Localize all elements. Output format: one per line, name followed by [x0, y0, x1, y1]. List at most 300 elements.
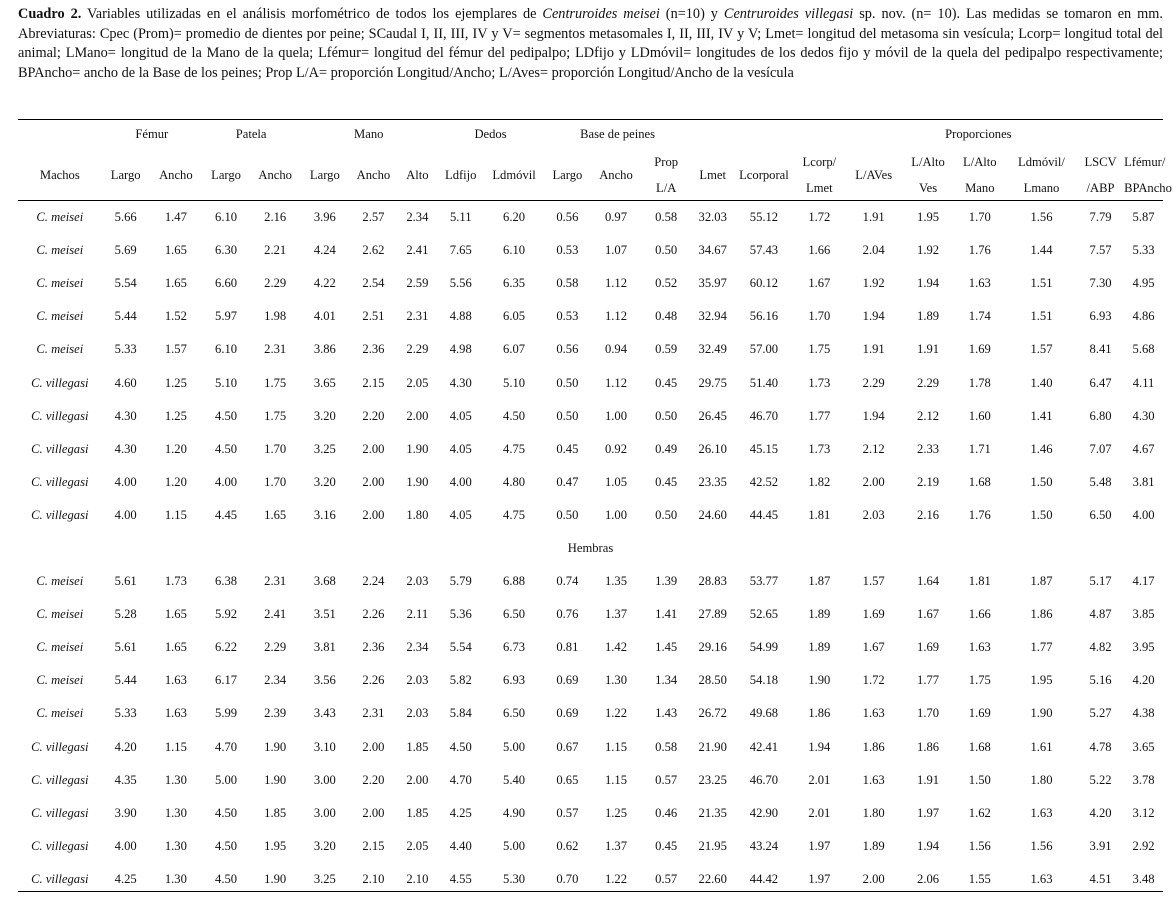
value-cell: 0.45 — [655, 375, 678, 390]
value-cell: 1.73 — [808, 375, 831, 390]
section-header-row — [18, 532, 1163, 565]
value-cell: 1.90 — [808, 673, 831, 688]
value-cell: 3.20 — [313, 408, 336, 423]
value-cell: 0.46 — [655, 805, 678, 820]
table-row — [18, 764, 1163, 797]
value-cell: 1.56 — [968, 838, 991, 853]
column-header — [734, 149, 794, 201]
value-cell: 4.00 — [114, 507, 137, 522]
value-cell: 1.70 — [968, 210, 991, 225]
value-cell: 1.75 — [968, 673, 991, 688]
value-cell: 3.96 — [313, 210, 336, 225]
value-cell: 1.57 — [164, 342, 187, 357]
column-header — [845, 149, 903, 201]
value-cell: 5.10 — [503, 375, 526, 390]
value-cell: 1.80 — [406, 507, 429, 522]
value-cell: 2.51 — [362, 309, 385, 324]
table-row — [18, 201, 1163, 234]
value-cell: 1.57 — [862, 574, 885, 589]
value-cell: 5.10 — [215, 375, 238, 390]
value-cell: 3.81 — [1132, 474, 1155, 489]
value-cell: 1.12 — [604, 309, 628, 324]
value-cell: 1.30 — [164, 805, 187, 820]
value-cell: 6.80 — [1089, 408, 1112, 423]
value-cell: 24.60 — [698, 507, 727, 522]
value-cell: 2.31 — [264, 574, 287, 589]
value-cell: 1.46 — [1030, 441, 1053, 456]
column-header-line: Lcorp/ — [802, 155, 837, 169]
value-cell: 1.70 — [917, 706, 940, 721]
value-cell: 4.50 — [215, 838, 238, 853]
value-cell: 5.54 — [449, 640, 472, 655]
value-cell: 1.76 — [968, 243, 991, 258]
value-cell: 3.10 — [313, 739, 336, 754]
caption-text-1: Variables utilizadas en el análisis morfométrico de todos los ejemplares de — [81, 6, 543, 22]
value-cell: 2.33 — [917, 441, 940, 456]
caption-label: Cuadro 2. — [18, 6, 82, 22]
value-cell: 1.65 — [164, 607, 187, 622]
column-header — [398, 149, 438, 201]
value-cell: 1.90 — [406, 441, 429, 456]
value-cell: 1.15 — [164, 507, 187, 522]
species-cell: C. villegasi — [31, 408, 89, 423]
value-cell: 1.63 — [968, 640, 991, 655]
table-row — [18, 300, 1163, 333]
value-cell: 2.62 — [362, 243, 385, 258]
value-cell: 2.05 — [406, 838, 429, 853]
value-cell: 32.49 — [698, 342, 727, 357]
value-cell: 54.18 — [749, 673, 779, 688]
value-cell: 2.26 — [362, 607, 385, 622]
value-cell: 1.56 — [1030, 838, 1053, 853]
value-cell: 1.90 — [264, 739, 287, 754]
value-cell: 4.20 — [1132, 673, 1155, 688]
value-cell: 4.38 — [1132, 706, 1155, 721]
value-cell: 4.20 — [1089, 805, 1112, 820]
value-cell: 1.91 — [862, 210, 885, 225]
value-cell: 0.56 — [556, 210, 579, 225]
value-cell: 5.00 — [503, 838, 526, 853]
value-cell: 4.45 — [215, 507, 238, 522]
value-cell: 4.55 — [449, 871, 472, 886]
value-cell: 1.37 — [604, 607, 628, 622]
value-cell: 4.20 — [114, 739, 137, 754]
value-cell: 3.90 — [114, 805, 137, 820]
value-cell: 2.11 — [406, 607, 429, 622]
value-cell: 1.66 — [968, 607, 991, 622]
value-cell: 3.20 — [313, 838, 336, 853]
group-header-row — [18, 119, 1163, 149]
value-cell: 2.92 — [1132, 838, 1155, 853]
value-cell: 1.42 — [604, 640, 628, 655]
value-cell: 1.80 — [862, 805, 885, 820]
value-cell: 1.72 — [862, 673, 885, 688]
value-cell: 55.12 — [749, 210, 779, 225]
value-cell: 4.78 — [1089, 739, 1112, 754]
column-header — [591, 149, 641, 201]
table-row — [18, 863, 1163, 896]
value-cell: 1.94 — [862, 408, 885, 423]
value-cell: 2.00 — [362, 805, 385, 820]
value-cell: 0.58 — [655, 210, 678, 225]
value-cell: 2.57 — [362, 210, 385, 225]
value-cell: 2.00 — [362, 739, 385, 754]
value-cell: 1.77 — [808, 408, 831, 423]
value-cell: 57.43 — [749, 243, 779, 258]
value-cell: 6.93 — [1089, 309, 1112, 324]
value-cell: 0.57 — [655, 772, 678, 787]
value-cell: 5.17 — [1089, 574, 1112, 589]
value-cell: 0.62 — [556, 838, 579, 853]
value-cell: 0.67 — [556, 739, 579, 754]
value-cell: 4.67 — [1132, 441, 1155, 456]
caption-species-1: Centruroides meisei — [542, 6, 660, 22]
value-cell: 4.80 — [503, 474, 526, 489]
value-cell: 1.63 — [968, 276, 991, 291]
value-cell: 5.61 — [114, 640, 137, 655]
caption-species-2: Centruroides villegasi — [723, 6, 854, 22]
value-cell: 4.05 — [449, 507, 472, 522]
value-cell: 4.70 — [215, 739, 238, 754]
value-cell: 1.37 — [604, 838, 628, 853]
table-row — [18, 366, 1163, 399]
value-cell: 4.60 — [114, 375, 137, 390]
value-cell: 1.65 — [164, 276, 187, 291]
value-cell: 2.10 — [362, 871, 385, 886]
value-cell: 2.04 — [862, 243, 885, 258]
value-cell: 6.73 — [503, 640, 526, 655]
value-cell: 6.10 — [503, 243, 526, 258]
value-cell: 2.03 — [406, 673, 429, 688]
value-cell: 0.47 — [556, 474, 579, 489]
value-cell: 0.50 — [655, 243, 678, 258]
value-cell: 4.95 — [1132, 276, 1155, 291]
table-row — [18, 400, 1163, 433]
value-cell: 51.40 — [749, 375, 779, 390]
value-cell: 1.69 — [968, 342, 991, 357]
value-cell: 2.34 — [406, 640, 429, 655]
value-cell: 1.70 — [808, 309, 831, 324]
value-cell: 0.50 — [556, 375, 579, 390]
value-cell: 1.57 — [1030, 342, 1053, 357]
value-cell: 0.45 — [655, 838, 678, 853]
column-header — [150, 149, 202, 201]
value-cell: 1.97 — [808, 838, 831, 853]
column-header-line: Largo — [309, 168, 340, 182]
value-cell: 5.33 — [1132, 243, 1155, 258]
group-mano: Mano — [354, 126, 384, 141]
species-cell: C. villegasi — [31, 805, 89, 820]
value-cell: 1.85 — [406, 805, 429, 820]
value-cell: 5.61 — [114, 574, 137, 589]
value-cell: 1.15 — [164, 739, 187, 754]
value-cell: 4.86 — [1132, 309, 1155, 324]
value-cell: 3.65 — [1132, 739, 1155, 754]
value-cell: 2.36 — [362, 640, 385, 655]
value-cell: 1.20 — [164, 441, 187, 456]
column-header-line: LSCV — [1084, 155, 1117, 169]
value-cell: 1.25 — [164, 408, 187, 423]
value-cell: 2.10 — [406, 871, 429, 886]
value-cell: 34.67 — [698, 243, 727, 258]
value-cell: 2.29 — [917, 375, 940, 390]
value-cell: 7.65 — [449, 243, 472, 258]
value-cell: 1.72 — [808, 210, 831, 225]
table-row — [18, 797, 1163, 830]
table-row — [18, 333, 1163, 366]
value-cell: 1.30 — [164, 871, 187, 886]
value-cell: 4.75 — [503, 507, 526, 522]
value-cell: 1.73 — [164, 574, 187, 589]
value-cell: 2.05 — [406, 375, 429, 390]
value-cell: 2.41 — [406, 243, 429, 258]
table-row — [18, 433, 1163, 466]
value-cell: 1.70 — [264, 474, 287, 489]
column-header-line: Largo — [552, 168, 583, 182]
value-cell: 1.80 — [1030, 772, 1053, 787]
value-cell: 57.00 — [749, 342, 779, 357]
value-cell: 1.67 — [808, 276, 831, 291]
column-header — [641, 149, 691, 201]
value-cell: 6.17 — [215, 673, 238, 688]
value-cell: 26.72 — [698, 706, 727, 721]
column-header — [349, 149, 397, 201]
column-header — [484, 149, 544, 201]
value-cell: 2.39 — [264, 706, 287, 721]
column-header — [544, 149, 591, 201]
column-header-line: /ABP — [1086, 181, 1115, 195]
column-header-line: Largo — [110, 168, 141, 182]
value-cell: 1.92 — [862, 276, 885, 291]
value-cell: 6.50 — [503, 607, 526, 622]
species-cell: C. villegasi — [31, 838, 89, 853]
value-cell: 1.30 — [164, 772, 187, 787]
value-cell: 6.20 — [503, 210, 526, 225]
value-cell: 42.52 — [749, 474, 779, 489]
table-row — [18, 565, 1163, 598]
column-header — [250, 149, 300, 201]
value-cell: 1.73 — [808, 441, 831, 456]
value-cell: 42.90 — [749, 805, 779, 820]
value-cell: 0.70 — [556, 871, 579, 886]
value-cell: 4.30 — [1132, 408, 1155, 423]
value-cell: 21.95 — [698, 838, 727, 853]
value-cell: 3.85 — [1132, 607, 1155, 622]
value-cell: 0.45 — [655, 474, 678, 489]
column-header — [202, 149, 250, 201]
value-cell: 2.59 — [406, 276, 429, 291]
column-header — [1006, 149, 1077, 201]
value-cell: 1.00 — [604, 507, 628, 522]
value-cell: 3.51 — [313, 607, 336, 622]
value-cell: 2.29 — [406, 342, 429, 357]
value-cell: 5.44 — [114, 309, 137, 324]
value-cell: 1.12 — [604, 375, 628, 390]
column-header-line: Ldmóvil — [492, 168, 536, 182]
column-header-line: L/A — [656, 181, 677, 195]
value-cell: 4.35 — [114, 772, 137, 787]
value-cell: 3.12 — [1132, 805, 1155, 820]
group-dedos: Dedos — [474, 126, 507, 141]
value-cell: 1.63 — [862, 772, 885, 787]
value-cell: 45.15 — [749, 441, 779, 456]
value-cell: 7.79 — [1089, 210, 1112, 225]
value-cell: 1.85 — [264, 805, 287, 820]
table-caption — [18, 5, 1163, 83]
value-cell: 1.95 — [1030, 673, 1053, 688]
value-cell: 1.77 — [917, 673, 940, 688]
value-cell: 1.60 — [968, 408, 991, 423]
table-row — [18, 631, 1163, 664]
value-cell: 0.56 — [556, 342, 579, 357]
value-cell: 6.35 — [503, 276, 526, 291]
value-cell: 3.43 — [313, 706, 336, 721]
value-cell: 1.89 — [808, 607, 831, 622]
value-cell: 1.86 — [917, 739, 940, 754]
column-header-line: Ancho — [599, 168, 633, 182]
value-cell: 2.00 — [862, 871, 885, 886]
value-cell: 5.48 — [1089, 474, 1112, 489]
value-cell: 0.92 — [604, 441, 628, 456]
value-cell: 1.30 — [604, 673, 628, 688]
value-cell: 1.05 — [604, 474, 628, 489]
value-cell: 2.03 — [406, 706, 429, 721]
value-cell: 1.94 — [917, 276, 940, 291]
column-header — [300, 149, 349, 201]
value-cell: 0.45 — [556, 441, 579, 456]
value-cell: 4.75 — [503, 441, 526, 456]
column-header-line: Lfémur/ — [1124, 155, 1166, 169]
value-cell: 1.39 — [655, 574, 678, 589]
morphometric-table — [18, 119, 1172, 896]
value-cell: 5.30 — [503, 871, 526, 886]
column-header-line: Ldmóvil/ — [1018, 155, 1065, 169]
value-cell: 5.36 — [449, 607, 472, 622]
value-cell: 1.94 — [808, 739, 831, 754]
value-cell: 1.55 — [968, 871, 991, 886]
value-cell: 1.66 — [808, 243, 831, 258]
caption-text-3: sp. nov. (n= 10). Las medidas se tomaron en mm. Abreviaturas: Cpec (Prom)= promedio de dientes por peine; SCaudal I, II, III, IV y V= segmentos metasomales I, II, III, IV y V; Lmet= longitud del metasoma sin vesícula; Lcorp= longitud total del animal; LMano= longitud de la Mano de la quela; Lfémur= longitud del fémur del pedipalpo; LDfijo y LDmóvil= longitudes de los dedos fijo y móvil de la quela del pedipalpo respectivamente; BPAncho= ancho de la Base de los peines; Prop L/A= proporción Longitud/Ancho; L/Aves= proporción Longitud/Ancho de la vesícula — [18, 6, 1163, 81]
value-cell: 46.70 — [749, 408, 779, 423]
column-header-line: L/AVes — [855, 168, 893, 182]
value-cell: 2.19 — [917, 474, 940, 489]
value-cell: 6.93 — [503, 673, 526, 688]
value-cell: 1.67 — [917, 607, 940, 622]
value-cell: 54.99 — [749, 640, 779, 655]
value-cell: 1.62 — [968, 805, 991, 820]
value-cell: 3.00 — [313, 805, 336, 820]
species-cell: C. meisei — [36, 309, 84, 324]
value-cell: 1.40 — [1030, 375, 1053, 390]
value-cell: 1.97 — [808, 871, 831, 886]
value-cell: 1.87 — [808, 574, 831, 589]
column-header — [794, 149, 845, 201]
value-cell: 1.81 — [968, 574, 991, 589]
value-cell: 2.00 — [406, 772, 429, 787]
value-cell: 6.50 — [1089, 507, 1112, 522]
value-cell: 5.00 — [215, 772, 238, 787]
value-cell: 0.52 — [655, 276, 678, 291]
value-cell: 1.76 — [968, 507, 991, 522]
value-cell: 35.97 — [698, 276, 727, 291]
value-cell: 0.57 — [556, 805, 579, 820]
value-cell: 8.41 — [1089, 342, 1112, 357]
value-cell: 4.30 — [114, 441, 137, 456]
column-header — [437, 149, 484, 201]
species-cell: C. meisei — [36, 210, 84, 225]
value-cell: 2.29 — [264, 640, 287, 655]
value-cell: 6.88 — [503, 574, 526, 589]
value-cell: 5.44 — [114, 673, 137, 688]
value-cell: 0.50 — [655, 507, 678, 522]
value-cell: 1.68 — [968, 739, 991, 754]
column-header-line: Largo — [211, 168, 241, 182]
value-cell: 0.65 — [556, 772, 579, 787]
value-cell: 3.86 — [313, 342, 336, 357]
value-cell: 1.22 — [604, 706, 628, 721]
machos-label: Machos — [39, 168, 80, 182]
value-cell: 5.54 — [114, 276, 137, 291]
column-header — [691, 149, 734, 201]
column-header-line: L/Alto — [963, 155, 997, 169]
value-cell: 29.16 — [698, 640, 727, 655]
value-cell: 0.53 — [556, 243, 579, 258]
value-cell: 1.44 — [1030, 243, 1053, 258]
species-cell: C. meisei — [36, 342, 84, 357]
value-cell: 1.85 — [406, 739, 429, 754]
value-cell: 1.91 — [917, 772, 940, 787]
value-cell: 2.01 — [808, 772, 831, 787]
column-header-row — [18, 149, 1163, 201]
value-cell: 1.82 — [808, 474, 831, 489]
value-cell: 4.30 — [114, 408, 137, 423]
value-cell: 1.89 — [862, 838, 885, 853]
value-cell: 32.94 — [698, 309, 727, 324]
value-cell: 46.70 — [749, 772, 779, 787]
value-cell: 0.50 — [556, 408, 579, 423]
value-cell: 6.30 — [215, 243, 238, 258]
value-cell: 0.49 — [655, 441, 678, 456]
column-header-line: Ancho — [258, 168, 292, 182]
value-cell: 1.92 — [917, 243, 940, 258]
value-cell: 4.50 — [215, 805, 238, 820]
value-cell: 52.65 — [749, 607, 779, 622]
value-cell: 6.47 — [1089, 375, 1112, 390]
value-cell: 5.28 — [114, 607, 137, 622]
table-row — [18, 830, 1163, 863]
species-cell: C. meisei — [36, 276, 84, 291]
value-cell: 5.69 — [114, 243, 137, 258]
value-cell: 4.50 — [215, 408, 238, 423]
value-cell: 5.11 — [449, 210, 472, 225]
value-cell: 5.40 — [503, 772, 526, 787]
value-cell: 4.90 — [503, 805, 526, 820]
species-cell: C. villegasi — [31, 871, 89, 886]
value-cell: 1.67 — [862, 640, 885, 655]
value-cell: 2.54 — [362, 276, 385, 291]
value-cell: 2.00 — [862, 474, 885, 489]
value-cell: 4.87 — [1089, 607, 1112, 622]
value-cell: 23.25 — [698, 772, 727, 787]
value-cell: 4.17 — [1132, 574, 1155, 589]
value-cell: 6.38 — [215, 574, 238, 589]
value-cell: 1.98 — [264, 309, 287, 324]
value-cell: 23.35 — [698, 474, 727, 489]
value-cell: 4.01 — [313, 309, 336, 324]
column-header — [902, 149, 953, 201]
species-cell: C. meisei — [36, 640, 84, 655]
value-cell: 0.57 — [655, 871, 678, 886]
